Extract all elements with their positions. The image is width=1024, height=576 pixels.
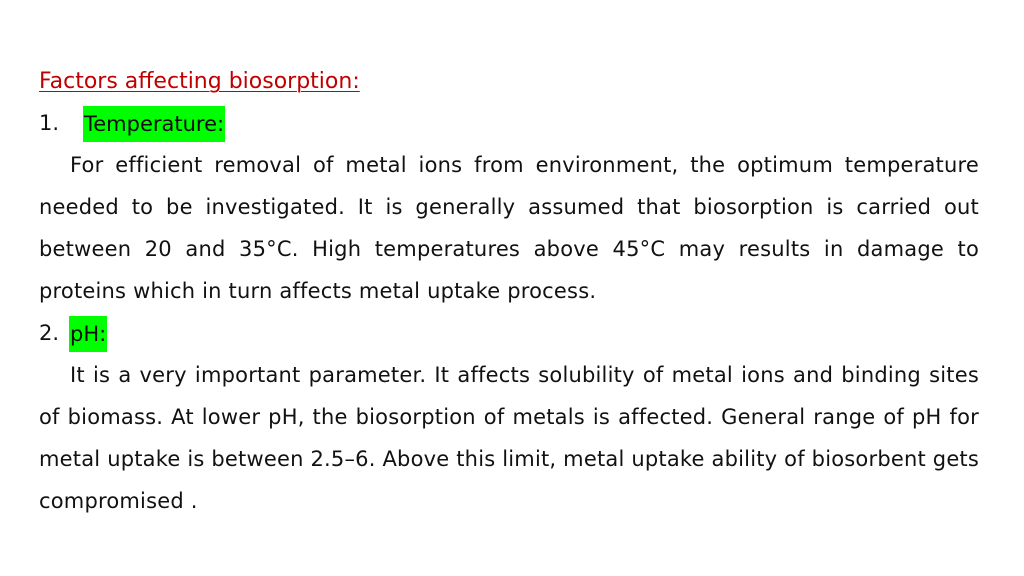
- item-temperature-header: [39, 102, 979, 144]
- item-number: 2.: [39, 321, 60, 345]
- item-title-highlight: Temperature:: [83, 106, 225, 142]
- item-temperature-paragraph: For efficient removal of metal ions from environment, the optimum temperature needed to be investigated. It is generally assumed that biosorption is carried out between 20 and 35°C. High temperatures above 45°C may results in damage to proteins which in turn affects metal uptake process.: [39, 153, 979, 303]
- slide-heading: Factors affecting biosorption:: [39, 69, 360, 94]
- item-number: 1.: [39, 111, 60, 135]
- item-ph-paragraph: It is a very important parameter. It affects solubility of metal ions and binding sites of biomass. At lower pH, the biosorption of metals is affected. General range of pH for metal uptake is between 2.5–6. Above this limit, metal uptake ability of biosorbent gets compromised .: [39, 363, 980, 513]
- item-title-highlight: pH:: [69, 316, 107, 352]
- item-ph-header: [39, 312, 979, 354]
- slide-content: [39, 62, 979, 522]
